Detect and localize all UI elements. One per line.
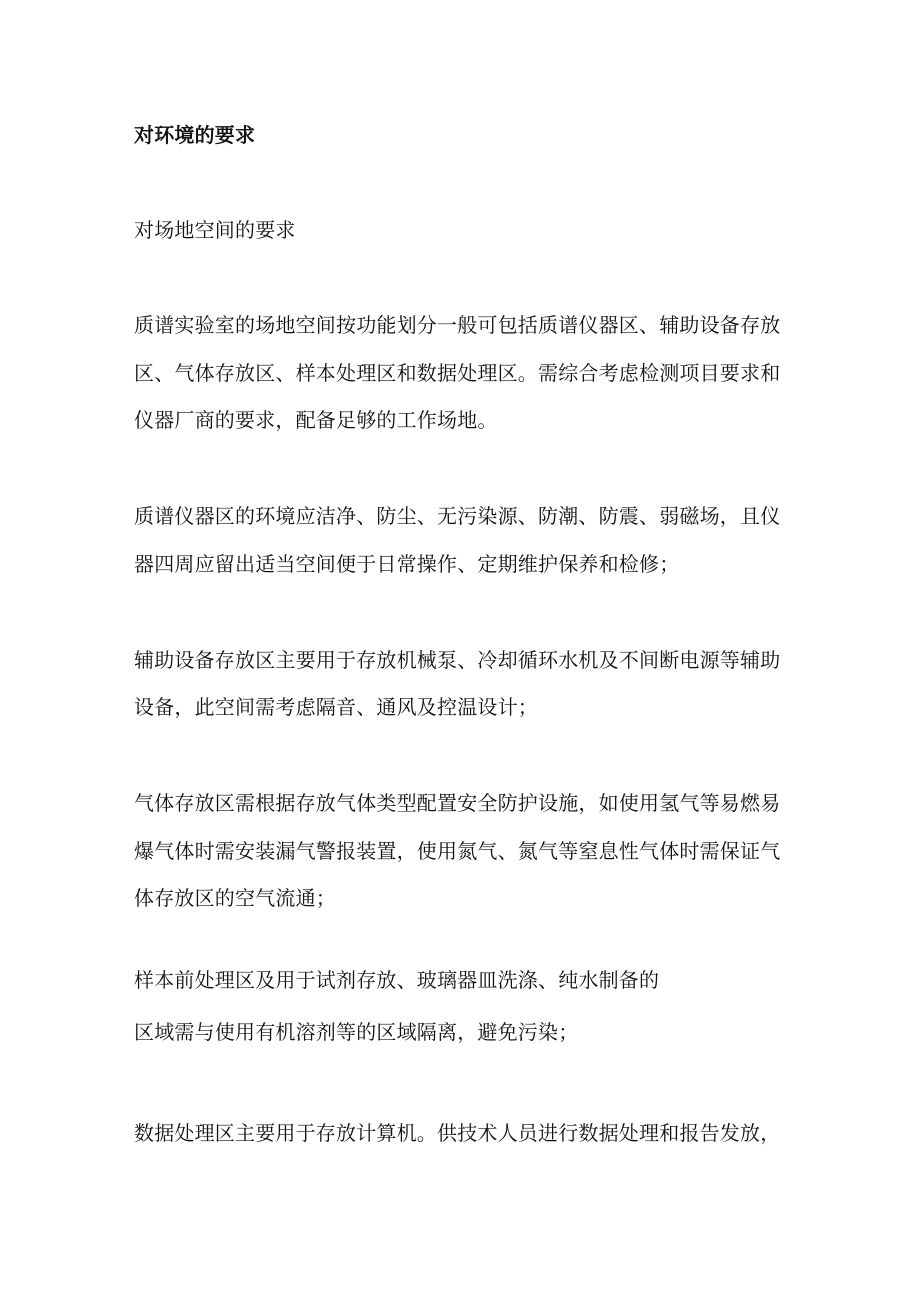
paragraph-line: 区、气体存放区、样本处理区和数据处理区。需综合考虑检测项目要求和 (134, 361, 781, 385)
paragraph-line: 质谱仪器区的环境应洁净、防尘、无污染源、防潮、防震、弱磁场，且仪 (134, 504, 781, 528)
paragraph-line: 辅助设备存放区主要用于存放机械泵、冷却循环水机及不间断电源等辅助 (134, 648, 781, 672)
paragraph-line: 体存放区的空气流通； (134, 886, 336, 910)
paragraph-line: 仪器厂商的要求，配备足够的工作场地。 (134, 408, 498, 432)
paragraph-line: 区域需与使用有机溶剂等的区域隔离，避免污染； (134, 1020, 579, 1044)
section-heading: 对场地空间的要求 (134, 218, 296, 242)
paragraph-line: 设备，此空间需考虑隔音、通风及控温设计； (134, 695, 538, 719)
paragraph-line: 样本前处理区及用于试剂存放、玻璃器皿洗涤、纯水制备的 (134, 968, 660, 992)
paragraph-line: 器四周应留出适当空间便于日常操作、定期维护保养和检修； (134, 552, 680, 576)
paragraph-line: 爆气体时需安装漏气警报装置，使用氮气、氮气等窒息性气体时需保证气 (134, 839, 781, 863)
page-title: 对环境的要求 (134, 123, 256, 147)
paragraph-line: 气体存放区需根据存放气体类型配置安全防护设施，如使用氢气等易燃易 (134, 791, 781, 815)
paragraph-line: 数据处理区主要用于存放计算机。供技术人员进行数据处理和报告发放， (134, 1121, 781, 1145)
paragraph-line: 质谱实验室的场地空间按功能划分一般可包括质谱仪器区、辅助设备存放 (134, 313, 781, 337)
